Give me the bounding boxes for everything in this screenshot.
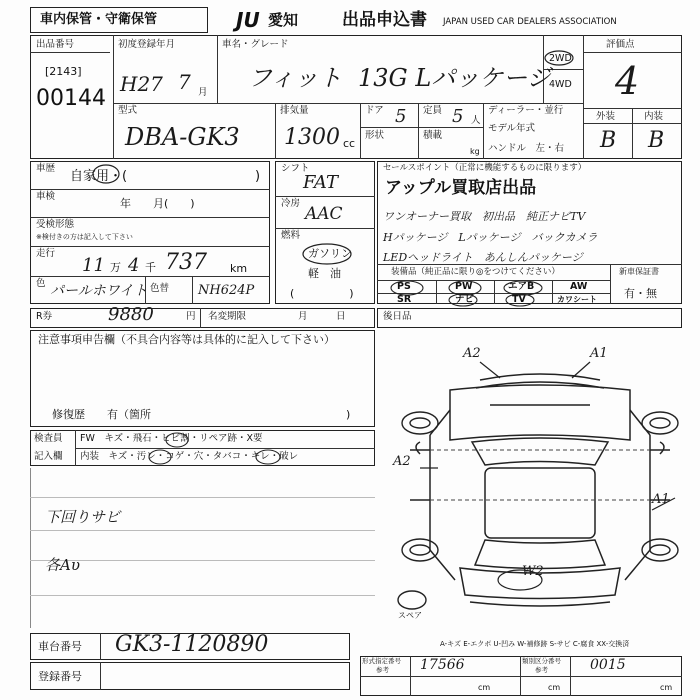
km-unit: km [230, 262, 248, 275]
eq-ps-circle [390, 280, 424, 296]
eq-sr: SR [397, 294, 412, 305]
dealer-import-label: ディーラー・並行 [488, 105, 564, 116]
handle-label: ハンドル 左・右 [488, 143, 565, 154]
history-close: ) [255, 169, 261, 184]
new-warranty-label: 新車保証書 [619, 267, 659, 276]
shift-label: シフト [281, 163, 310, 174]
reg-year-value: H27 [120, 72, 163, 96]
notes-area [30, 468, 376, 628]
eq-tv: TV [512, 294, 526, 305]
eq-navi-circle [448, 293, 478, 307]
fuel-diesel-value: 軽 油 [308, 267, 341, 280]
displacement-unit: cc [343, 137, 356, 150]
displacement-label: 排気量 [280, 105, 309, 116]
interior-tobacco-circle [255, 449, 281, 465]
sales-points-label: セールスポイント（正常に機能するものに限ります） [383, 163, 587, 173]
kg-unit: kg [470, 147, 480, 156]
color-change-label: 色替 [150, 283, 170, 294]
category-label: 類別区分番号 [522, 657, 561, 665]
shop-heading: アップル買取店出品 [385, 178, 537, 198]
category-value: 0015 [590, 657, 626, 673]
receipt-note: ※検付きの方は記入して下さい [36, 233, 133, 241]
mileage-label: 走行 [36, 248, 56, 259]
exterior-note-2: 各Aυ [45, 556, 80, 574]
recycle-label: R券 [36, 311, 53, 322]
shift-value: FAT [303, 172, 338, 193]
lot-number-value: 00144 [36, 86, 106, 111]
inspection-label: 車検 [36, 191, 56, 202]
reg-month-value: 7 [178, 70, 191, 94]
exterior-note-1: 下回りサビ [45, 508, 121, 526]
eq-ps: PS [397, 281, 411, 292]
sales-line-1: ワンオーナー買取 初出品 純正ナビTV [383, 210, 586, 223]
spare-label: スペア [398, 611, 422, 620]
cm-unit-3: cm [660, 683, 673, 692]
exterior-label: 外装 [596, 111, 616, 122]
model-grade-label: 車名・グレード [222, 39, 289, 50]
history-circle [92, 164, 120, 184]
interior-row: 内装 キズ・汚レ・コゲ・穴・タバコ・キレ・破レ [80, 451, 299, 462]
eq-pw: PW [455, 281, 473, 292]
inspection-date-label: 年 月( ) [120, 197, 195, 210]
category-ref: 参考 [535, 666, 548, 674]
eq-tv-circle [505, 293, 535, 307]
repair-history-close: ) [346, 408, 351, 421]
fuel-circle [302, 243, 352, 265]
warranty-options: 有・無 [624, 287, 657, 300]
designation-label: 形式指定番号 [362, 657, 401, 665]
aircon-value: AAC [305, 204, 343, 224]
interior-grade-value: B [648, 128, 665, 153]
name-change-date: 月 日 [298, 311, 346, 322]
damage-legend: A-キズ E-エクボ U-凹み W-補修跡 S-サビ C-腐食 XX-交換済 [440, 640, 630, 648]
mark-w2: W2 [522, 564, 544, 579]
designation-value: 17566 [420, 657, 465, 673]
eq-navi: ナビ [455, 294, 475, 305]
mileage-man-value: 11 [82, 255, 105, 276]
repair-history-label: 修復歴 有（箇所 [52, 408, 151, 421]
fw-stone-circle [165, 432, 189, 448]
mileage-rest-value: 737 [165, 250, 207, 275]
evaluation-label: 評価点 [606, 39, 635, 50]
displacement-value: 1300 [284, 125, 340, 150]
reg-label: 登録番号 [38, 670, 82, 683]
grade-value: 13G Lパッケージ [358, 64, 551, 92]
mark-a2-top: A2 [463, 346, 481, 361]
inspector-label: 検査員 [34, 433, 63, 444]
receipt-form-label: 受検形態 [36, 219, 75, 230]
eq-cassette: カワシート [557, 295, 597, 304]
model-type-label: 型式 [118, 105, 138, 116]
car-diagram [390, 350, 690, 610]
history-value: 自家用・( [70, 169, 128, 184]
cm-unit-2: cm [548, 683, 561, 692]
drive-2wd: 2WD [549, 53, 572, 64]
reg-month-suffix: 月 [198, 87, 208, 98]
mileage-man-unit: 万 [110, 261, 121, 274]
lot-number-label: 出品番号 [36, 39, 75, 50]
color-label: 色 [36, 278, 46, 289]
model-code-value: DBA-GK3 [125, 123, 240, 151]
sales-line-2: Hパッケージ Lパッケージ バックカメラ [383, 231, 598, 244]
aircon-label: 冷房 [281, 198, 301, 209]
mileage-sen-value: 4 [128, 255, 140, 276]
model-name-value: フィット [248, 64, 343, 92]
rear-block [377, 308, 682, 328]
notices-label: 注意事項申告欄（不具合内容等は具体的に記入して下さい） [38, 333, 335, 346]
capacity-unit: 人 [471, 115, 481, 126]
eq-ab: エアB [508, 281, 535, 292]
history-label: 車歴 [36, 163, 56, 174]
exterior-grade-value: B [600, 128, 617, 153]
capacity-label: 定員 [423, 105, 443, 116]
load-label: 積載 [423, 130, 443, 141]
fuel-label: 燃料 [281, 230, 301, 241]
color-code-value: NH624P [198, 283, 255, 298]
chassis-number-value: GK3-1120890 [115, 632, 269, 657]
doors-value: 5 [395, 106, 407, 127]
evaluation-value: 4 [615, 59, 640, 103]
capacity-value: 5 [452, 106, 464, 127]
org-name: 愛知 [268, 11, 299, 29]
lot-bracket: [2143] [45, 65, 82, 78]
english-name: JAPAN USED CAR DEALERS ASSOCIATION [443, 17, 617, 27]
storage-label: 車内保管・守衛保管 [40, 12, 158, 27]
interior-label: 内装 [644, 111, 664, 122]
fuel-paren: ( ) [290, 287, 354, 300]
drive-circle [544, 50, 574, 66]
rear-label: 後日品 [383, 311, 412, 322]
mileage-sen-unit: 千 [145, 261, 156, 274]
interior-dirt-circle [148, 449, 172, 465]
recycle-amount: 9880 [108, 304, 154, 325]
sales-line-3: LEDヘッドライト あんしんパッケージ [383, 251, 583, 264]
designation-ref: 参考 [376, 666, 389, 674]
drive-4wd: 4WD [549, 79, 572, 90]
equipment-label: 装備品（純正品に限り◎をつけてください） [391, 267, 560, 277]
color-value: パールホワイト [50, 283, 148, 299]
mark-a2-side: A2 [393, 454, 411, 469]
name-change-label: 名変期限 [208, 311, 247, 322]
yen-unit: 円 [186, 311, 196, 322]
ju-logo: JU [236, 8, 260, 32]
doors-label: ドア [365, 105, 384, 116]
shape-label: 形状 [365, 130, 385, 141]
eq-aw: AW [570, 281, 588, 292]
fw-row: FW キズ・飛石・ヒビ割・リペア跡・X要 [80, 433, 263, 444]
form-title: 出品申込書 [342, 10, 427, 30]
first-registration-label: 初度登録年月 [118, 39, 176, 50]
mark-a1-side: A1 [652, 492, 670, 507]
entry-label: 記入欄 [34, 451, 63, 462]
model-year-label: モデル年式 [488, 123, 536, 134]
cm-unit-1: cm [478, 683, 491, 692]
chassis-label: 車台番号 [38, 640, 82, 653]
mark-a1-top: A1 [590, 346, 608, 361]
fuel-gas-value: ガソリン [308, 247, 352, 260]
